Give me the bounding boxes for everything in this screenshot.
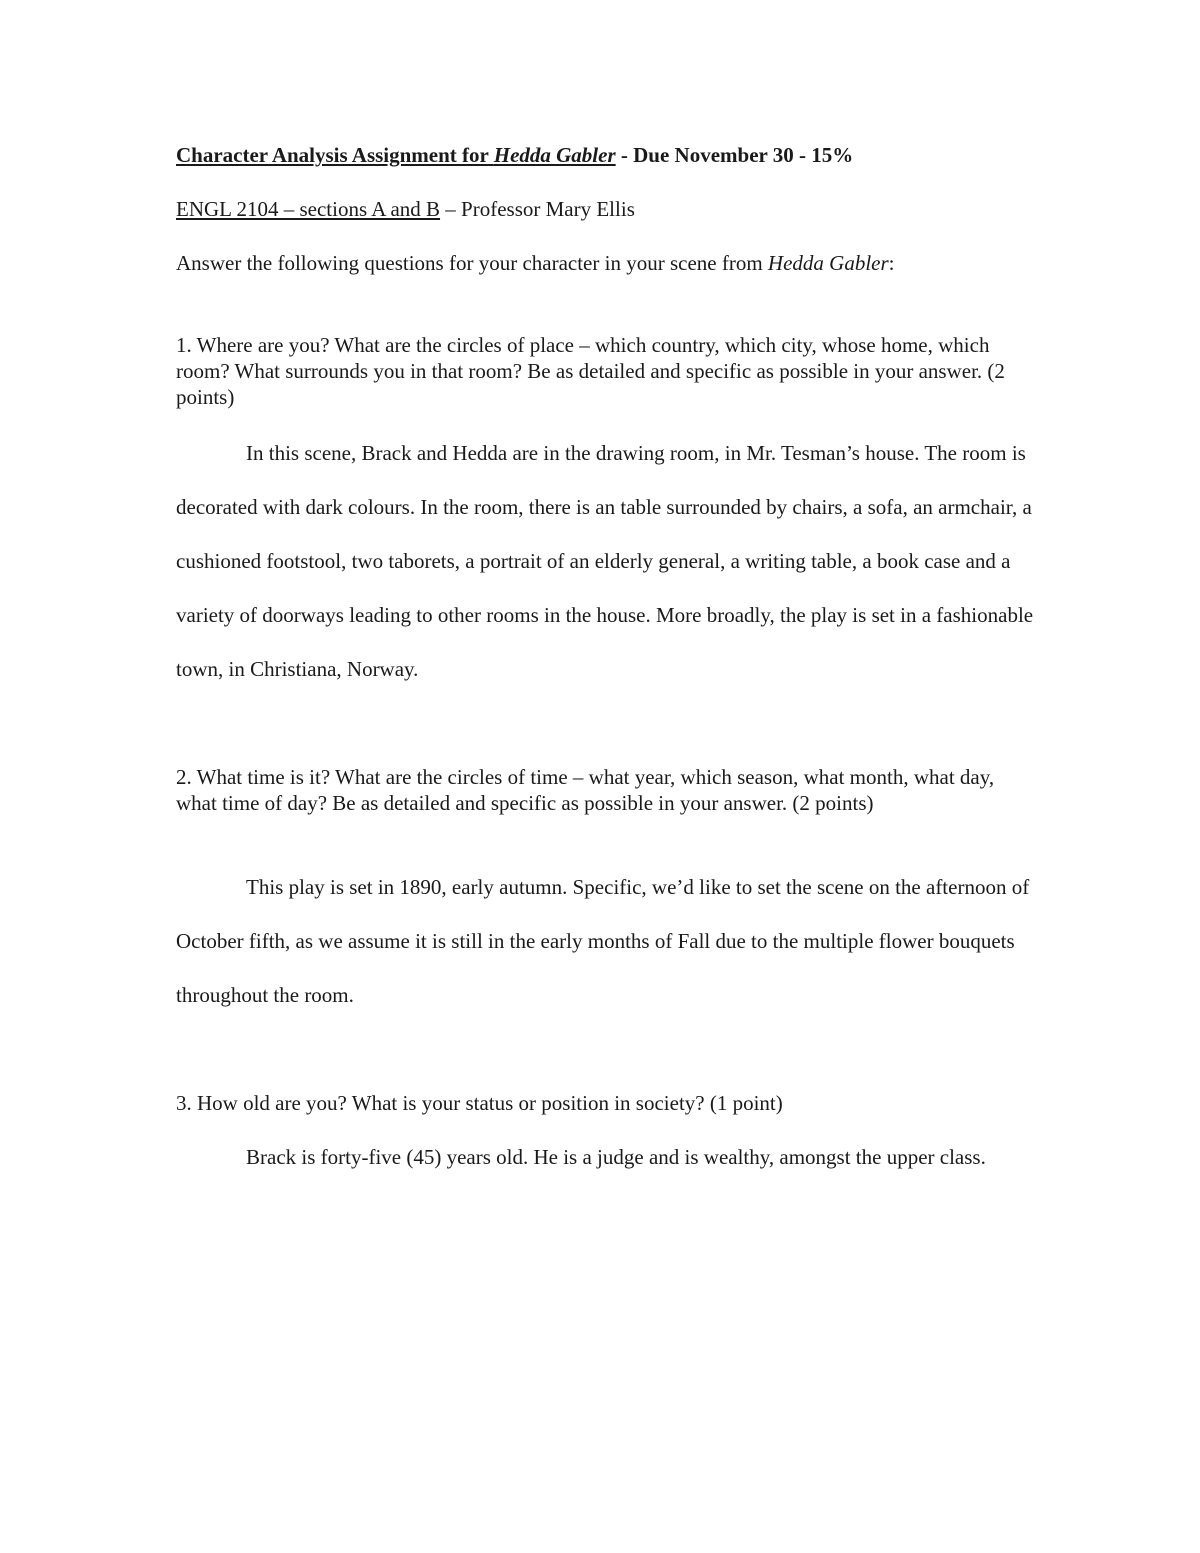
instructions-suffix: : [888,251,895,275]
answer-2: This play is set in 1890, early autumn. Specific, we’d like to set the scene on the afternoon of October fifth, as we assume it is still in the early months of Fall due to the multiple flower bouquets throughout the room. [176,875,1030,1007]
course-line [176,197,635,222]
title-suffix: - Due November 30 - 15% [615,143,854,167]
instructions-prefix: Answer the following questions for your character in your scene from [176,251,768,275]
question-2: 2. What time is it? What are the circles of time – what year, which season, what month, what day, what time of day? Be as detailed and specific as possible in your answer. (2 points) [176,765,995,815]
instructions [176,251,895,276]
question-3: 3. How old are you? What is your status or position in society? (1 point) [176,1091,783,1115]
title-prefix: Character Analysis Assignment for [176,143,494,167]
instructions-play-name: Hedda Gabler [767,251,889,275]
professor-name: – Professor Mary Ellis [440,197,635,221]
answer-1: In this scene, Brack and Hedda are in the drawing room, in Mr. Tesman’s house. The room is decorated with dark colours. In the room, there is an table surrounded by chairs, a sofa, an armchair, a cushioned footstool, two taborets, a portrait of an elderly general, a writing table, a book case and a variety of doorways leading to other rooms in the house. More broadly, the play is set in a fashionable town, in Christiana, Norway. [176,441,1034,681]
question-1: 1. Where are you? What are the circles of place – which country, which city, whose home, which room? What surrounds you in that room? Be as detailed and specific as possible in your answer. (2 points) [176,333,1005,409]
answer-3: Brack is forty-five (45) years old. He is a judge and is wealthy, amongst the upper class. [246,1145,986,1169]
course-name: ENGL 2104 – sections A and B [176,197,441,221]
title-play-name: Hedda Gabler [493,143,616,167]
document-title [176,143,853,168]
title-underlined [176,143,616,167]
